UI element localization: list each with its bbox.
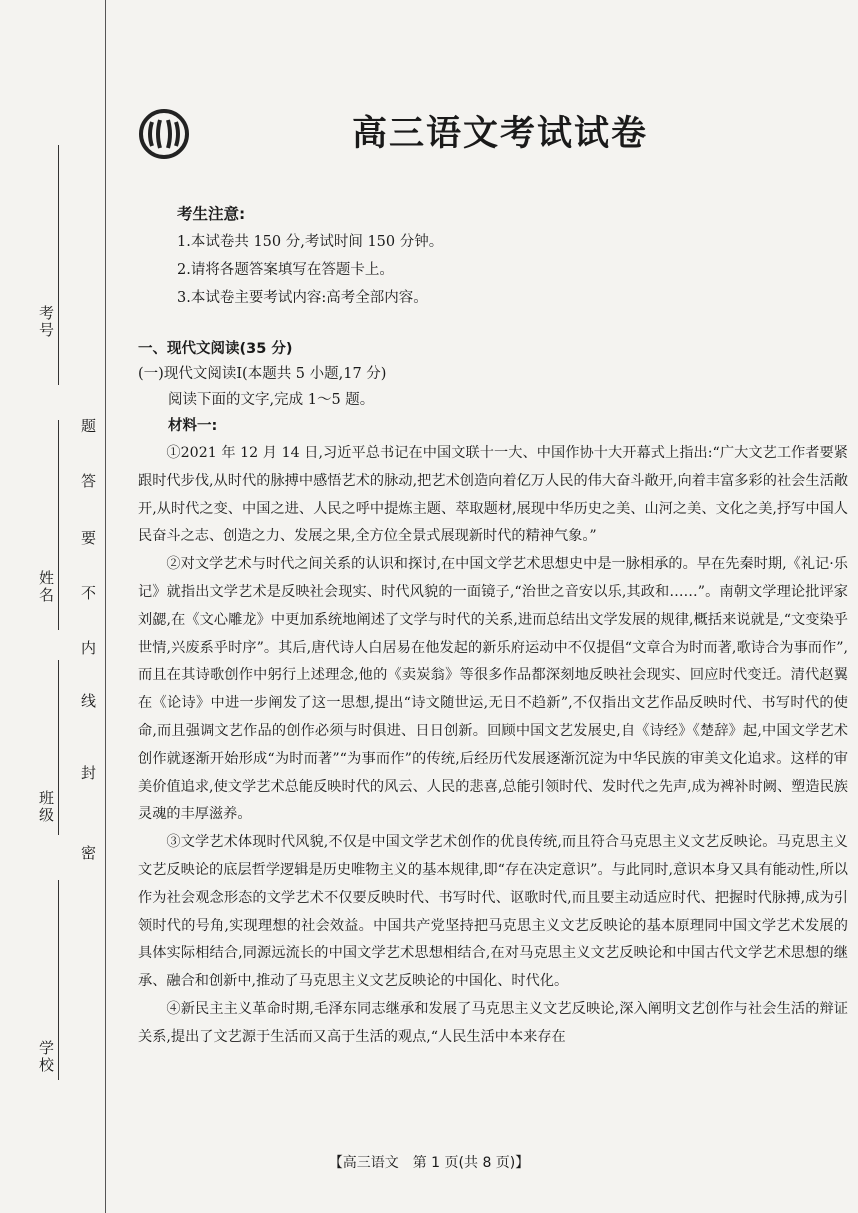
- reading-passage: [138, 440, 848, 1052]
- xingming-label: 姓名: [37, 570, 55, 604]
- banji-blank: [58, 660, 59, 835]
- seal-char: 封: [81, 764, 97, 782]
- seal-char: 密: [81, 844, 97, 862]
- notice-item: 1.本试卷共 150 分,考试时间 150 分钟。: [177, 234, 444, 250]
- material-label: 材料一:: [168, 418, 218, 434]
- subsection-title: (一)现代文阅读Ⅰ(本题共 5 小题,17 分): [138, 366, 387, 382]
- paragraph: ①2021 年 12 月 14 日,习近平总书记在中国文联十一大、中国作协十大开幕式上指出:“广大文艺工作者要紧跟时代步伐,从时代的脉搏中感悟艺术的脉动,把艺术创造向着亿万人民的伟大奋斗敞开,向着丰富多彩的社会生活敞开,从时代之变、中国之进、人民之呼中提炼主题、萃取题材,展现中华历史之美、山河之美、文化之美,抒写中国人民奋斗之志、创造之力、发展之果,全方位全景式展现新时代的精神气象。”: [138, 445, 848, 545]
- paragraph: ④新民主主义革命时期,毛泽东同志继承和发展了马克思主义文艺反映论,深入阐明文艺创作与社会生活的辩证关系,提出了文艺源于生活而又高于生活的观点,“人民生活中本来存在: [138, 1000, 848, 1045]
- seal-char: 内: [81, 639, 97, 657]
- reading-instruction: 阅读下面的文字,完成 1～5 题。: [168, 392, 375, 408]
- exam-title: 高三语文考试试卷: [351, 114, 648, 154]
- kaohao-label: 考号: [37, 305, 55, 339]
- page-footer: 【高三语文 第 1 页(共 8 页)】: [328, 1155, 530, 1171]
- xuexiao-label: 学校: [37, 1040, 55, 1074]
- xingming-blank: [58, 420, 59, 630]
- seal-char: 不: [81, 584, 97, 602]
- paragraph: ②对文学艺术与时代之间关系的认识和探讨,在中国文学艺术思想史中是一脉相承的。早在先秦时期,《礼记·乐记》就指出文学艺术是反映社会现实、时代风貌的一面镜子,“治世之音安以乐,其政和……”。南朝文学理论批评家刘勰,在《文心雕龙》中更加系统地阐述了文学与时代的关系,进而总结出文学发展的规律,概括来说就是,“文变染乎世情,兴废系乎时序”。其后,唐代诗人白居易在他发起的新乐府运动中不仅提倡“文章合为时而著,歌诗合为事而作”,而且在其诗歌创作中躬行上述理念,他的《卖炭翁》等很多作品都深刻地反映社会现实、回应时代变迁。清代赵翼在《论诗》中进一步阐发了这一思想,提出“诗文随世运,无日不趋新”,不仅指出文艺作品反映时代、书写时代的使命,而且强调文艺作品的创作必须与时俱进、日日创新。回顾中国文艺发展史,自《诗经》《楚辞》起,中国文学艺术创作就逐渐开始形成“为时而著”“为事而作”的传统,后经历代发展逐渐沉淀为中华民族的审美文化追求。这样的审美价值追求,使文学艺术总能反映时代的风云、人民的悲喜,总能引领时代、发时代之先声,成为裨补时阙、塑造民族灵魂的丰厚滋养。: [138, 556, 848, 823]
- notice-item: 2.请将各题答案填写在答题卡上。: [177, 262, 394, 278]
- notice-block: [177, 200, 443, 312]
- seal-char: 要: [81, 529, 97, 547]
- seal-char: 题: [81, 417, 97, 435]
- kaohao-blank: [58, 145, 59, 385]
- section-title: 一、现代文阅读(35 分): [138, 341, 293, 357]
- seal-char: 线: [81, 692, 97, 710]
- xuexiao-blank: [58, 880, 59, 1080]
- banji-label: 班级: [37, 790, 55, 824]
- notice-item: 3.本试卷主要考试内容:高考全部内容。: [177, 290, 428, 306]
- publisher-logo-icon: [138, 108, 190, 160]
- paragraph: ③文学艺术体现时代风貌,不仅是中国文学艺术创作的优良传统,而且符合马克思主义文艺反映论。马克思主义文艺反映论的底层哲学逻辑是历史唯物主义的基本规律,即“存在决定意识”。与此同时,意识本身又具有能动性,所以作为社会观念形态的文学艺术不仅要反映时代、书写时代、讴歌时代,而且要主动适应时代、把握时代脉搏,成为引领时代的号角,实现理想的社会效益。中国共产党坚持把马克思主义文艺反映论的基本原理同中国文学艺术发展的具体实际相结合,同源远流长的中国文学艺术思想相结合,在对马克思主义文艺反映论和中国古代文学艺术思想的继承、融合和创新中,推动了马克思主义文艺反映论的中国化、时代化。: [138, 834, 848, 990]
- binding-line: [105, 0, 106, 1213]
- seal-char: 答: [81, 472, 97, 490]
- notice-heading: 考生注意:: [177, 205, 246, 223]
- binding-margin: [0, 0, 105, 1213]
